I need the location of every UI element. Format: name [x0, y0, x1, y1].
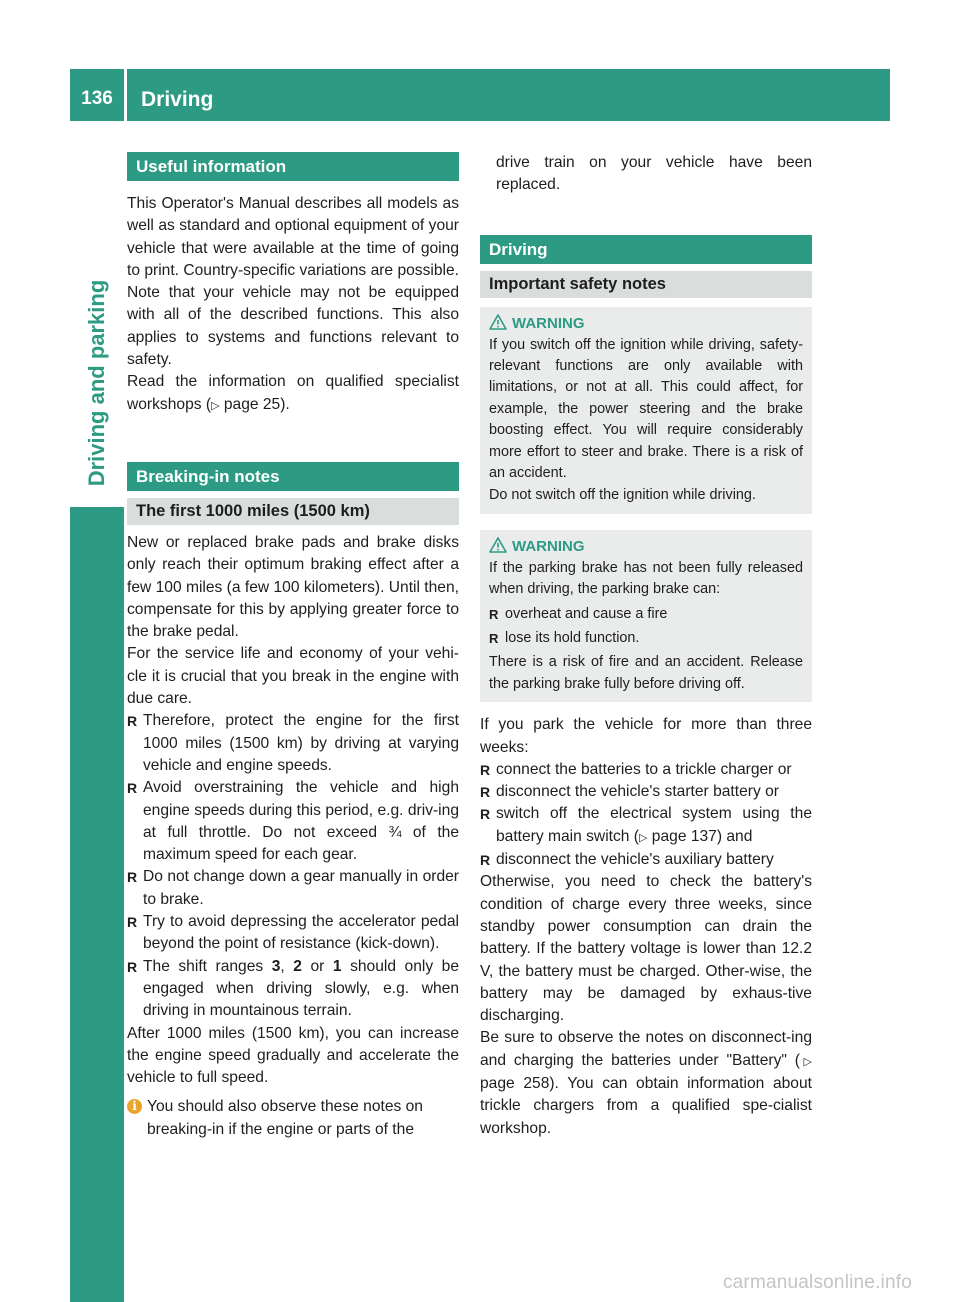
list-item: R overheat and cause a fire: [489, 604, 803, 625]
workshop-reference-paragraph: [127, 371, 459, 417]
list-item: R disconnect the vehicle's auxiliary battery: [480, 849, 812, 871]
ignition-warning-box: [480, 307, 812, 514]
info-icon: i: [127, 1099, 142, 1114]
list-item: R disconnect the vehicle's starter battery or: [480, 781, 812, 803]
battery-notes-paragraph: Be sure to observe the notes on disconnect-ing and charging the batteries under "Battery" (▷ page 258). You can obtain information about trickle chargers from a qualified spe-cialist workshop.: [480, 1029, 812, 1137]
parking-brake-warning-instruction: There is a risk of fire and an accident. Release the parking brake fully before driving off.: [489, 654, 803, 692]
list-item: R Do not change down a gear manually in order to brake.: [127, 868, 459, 908]
parking-brake-warning-box: [480, 530, 812, 702]
list-item: R Avoid overstraining the vehicle and high engine speeds during this period, e.g. driv-ing at full throttle. Do not exceed ¾ of the maximum speed for each gear.: [127, 779, 459, 864]
bullet-mark: R: [127, 958, 138, 975]
right-column: [480, 152, 812, 1140]
bullet-mark: R: [480, 852, 491, 869]
page-number: 136: [81, 88, 113, 109]
useful-info-heading: Useful information: [127, 152, 459, 181]
bullet-mark: R: [127, 713, 138, 730]
side-tab-label: Driving and parking: [84, 279, 109, 487]
list-item: R lose its hold function.: [489, 628, 803, 649]
bullet-mark: R: [480, 761, 491, 778]
first-miles-subheading: The first 1000 miles (1500 km): [127, 498, 459, 525]
workshop-ref-text: Read the information on qualified specialist workshops (: [127, 373, 459, 413]
bullet-mark: R: [489, 606, 499, 622]
safety-notes-subheading: Important safety notes: [480, 271, 812, 298]
bullet-mark: R: [480, 806, 491, 823]
ignition-warning-instruction: Do not switch off the ignition while driving.: [489, 487, 756, 504]
battery-switch-page-ref[interactable]: page 137) and: [647, 827, 753, 845]
breaking-in-heading: Breaking-in notes: [127, 462, 459, 491]
page-ref-arrow-icon: ▷: [639, 831, 648, 844]
page-ref-arrow-icon: ▷: [211, 399, 220, 412]
useful-info-paragraph: This Operator's Manual describes all models as well as standard and optional equipment of your vehicle that were available at the time of going to print. Country-specific variations are possible. Note that your vehicle may not be equipped with all of the described functions. This also applies to systems and functions relevant to safety.: [127, 195, 459, 369]
watermark-text: carmanualsonline.info: [722, 1272, 912, 1293]
bullet-mark: R: [127, 869, 138, 886]
warning-title: WARNING: [489, 536, 803, 558]
battery-check-paragraph: Otherwise, you need to check the battery's condition of charge every three weeks, since standby power consumption can drain the battery. If the battery voltage is lower than 12.2 V, the battery must be charged. Other-wise, the battery may be damaged by exhaus-tive discharging.: [480, 873, 812, 1025]
list-item: R connect the batteries to a trickle charger or: [480, 759, 812, 781]
workshop-ref-page[interactable]: page 25).: [219, 395, 290, 413]
list-item: R The shift ranges 3, 2 or 1 should only be engaged when driving slowly, e.g. when driving in mountainous terrain.: [127, 957, 460, 1020]
side-tab-block: [70, 507, 124, 1302]
parking-brake-warning-text: If the parking brake has not been fully released when driving, the parking brake can:: [489, 559, 803, 598]
warning-triangle-icon: [489, 314, 507, 330]
brake-pads-paragraph: New or replaced brake pads and brake disks only reach their optimum braking effect after a few 100 miles (a few 100 kilometers). Until then, compensate for this by applying greater force to the brake pedal.: [127, 533, 459, 641]
after-breaking-in-paragraph: After 1000 miles (1500 km), you can increase the engine speed gradually and accelerate the vehicle to full speed.: [127, 1024, 459, 1087]
chapter-title: Driving: [141, 88, 214, 111]
list-item: R Try to avoid depressing the accelerator pedal beyond the point of resistance (kick-down).: [127, 913, 459, 953]
bullet-mark: R: [480, 784, 491, 801]
bullet-mark: R: [127, 914, 138, 931]
header-separator: [124, 69, 127, 121]
info-note: [127, 1096, 459, 1141]
page-ref-arrow-icon: ▷: [800, 1055, 812, 1068]
ignition-warning-text: If you switch off the ignition while driving, safety-relevant functions are only available with limitations, or not at all. This could affect, for example, the power steering and the brake boosting effect. You will require considerably more effort to steer and brake. There is a risk of an accident.: [489, 336, 803, 482]
list-item: R Therefore, protect the engine for the first 1000 miles (1500 km) by driving at varying vehicle and engine speeds.: [127, 712, 459, 774]
park-intro-paragraph: If you park the vehicle for more than three weeks:: [480, 716, 812, 756]
driving-heading: Driving: [480, 235, 812, 264]
warning-triangle-icon: [489, 537, 507, 553]
warning-title: WARNING: [489, 313, 803, 335]
battery-page-ref[interactable]: page 258). You can obtain information about trickle chargers from a qualified spe-cialist workshop.: [480, 1075, 812, 1137]
left-column: [127, 152, 459, 1141]
continued-note-text: drive train on your vehicle have been replaced.: [496, 154, 812, 194]
bullet-mark: R: [127, 780, 138, 797]
service-life-paragraph: For the service life and economy of your vehi-cle it is crucial that you break in the engine with due care.: [127, 645, 459, 708]
bullet-mark: R: [489, 631, 499, 647]
info-note-text: You should also observe these notes on breaking-in if the engine or parts of the: [147, 1098, 423, 1138]
list-item: R switch off the electrical system using the battery main switch (▷ page 137) and: [480, 805, 812, 845]
